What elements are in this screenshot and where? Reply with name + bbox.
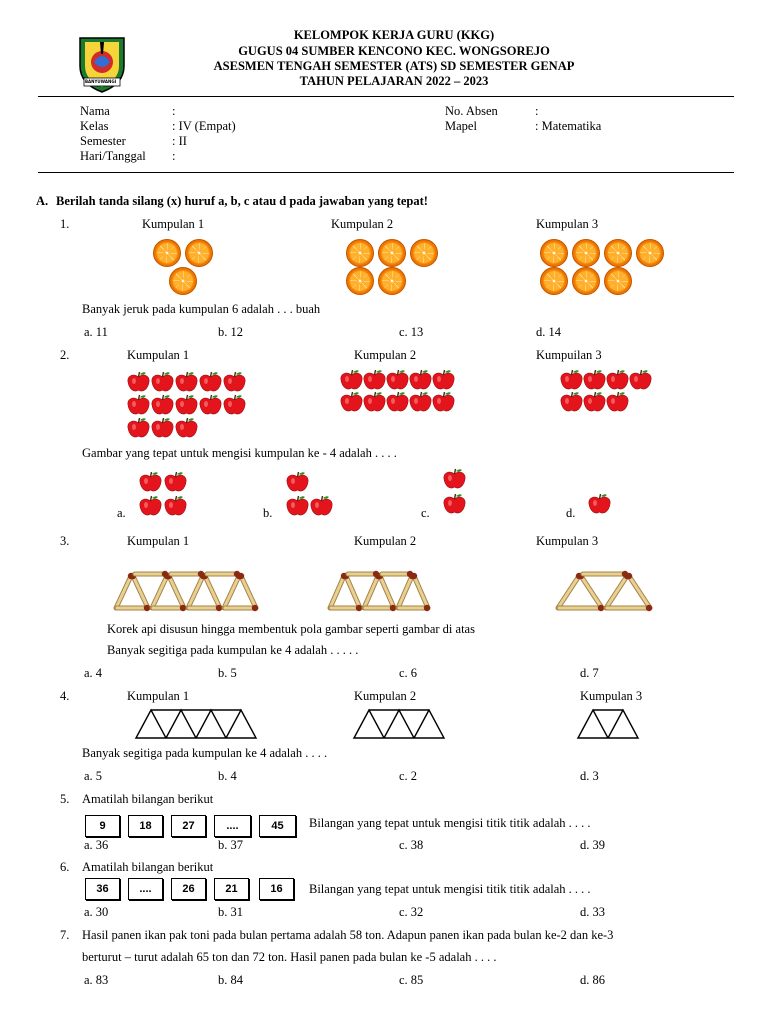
q6-option-b[interactable]: b. 31	[218, 905, 243, 919]
apple-icon	[340, 391, 363, 413]
mapel-label: Mapel	[445, 119, 477, 133]
apple-icon	[175, 417, 198, 439]
orange-icon	[169, 267, 197, 295]
header-line-1: KELOMPOK KERJA GURU (KKG)	[293, 28, 495, 42]
apple-icon	[629, 369, 652, 391]
q2-kumpulan-1: Kumpulan 1	[127, 348, 190, 362]
q7-option-d[interactable]: d. 86	[580, 973, 605, 987]
q6-question: Bilangan yang tepat untuk mengisi titik titik adalah . . . .	[309, 882, 591, 896]
apple-icon	[583, 369, 606, 391]
apple-icon	[175, 371, 198, 393]
orange-icon	[378, 239, 406, 267]
q3-number: 3.	[60, 534, 70, 548]
absen-label: No. Absen	[445, 104, 498, 118]
q4-option-a[interactable]: a. 5	[84, 769, 103, 783]
matchstick-icon	[343, 573, 360, 608]
q2-option-c[interactable]: c.	[421, 506, 430, 520]
apple-icon	[443, 468, 466, 490]
q4-triangle-patterns	[0, 708, 768, 742]
orange-icon	[604, 239, 632, 267]
apple-icon	[199, 394, 222, 416]
matchstick-icon	[207, 571, 240, 577]
apple-icon	[223, 394, 246, 416]
q6-box: 36	[85, 878, 120, 900]
q1-text: Banyak jeruk pada kumpulan 6 adalah . . . buah	[82, 302, 321, 316]
q4-kumpulan-1: Kumpulan 1	[127, 689, 190, 703]
apple-icon	[409, 391, 432, 413]
q4-kumpulan-3: Kumpulan 3	[580, 689, 643, 703]
q5-box: 45	[259, 815, 296, 837]
q3-kumpulan-2: Kumpulan 2	[354, 534, 417, 548]
orange-icon	[410, 239, 438, 267]
q7-option-c[interactable]: c. 85	[399, 973, 424, 987]
q1-number: 1.	[60, 217, 70, 231]
q5-text: Amatilah bilangan berikut	[82, 792, 214, 806]
q5-option-b[interactable]: b. 37	[218, 838, 243, 852]
nama-label: Nama	[80, 104, 110, 118]
q5-box: 9	[85, 815, 120, 837]
q4-option-d[interactable]: d. 3	[580, 769, 599, 783]
hari-label: Hari/Tanggal	[80, 149, 146, 163]
q4-option-c[interactable]: c. 2	[399, 769, 418, 783]
kelas-label: Kelas	[80, 119, 109, 133]
q3-kumpulan-3: Kumpulan 3	[536, 534, 599, 548]
header-line-2: GUGUS 04 SUMBER KENCONO KEC. WONGSOREJO	[238, 44, 550, 58]
q7-number: 7.	[60, 928, 70, 942]
q5-option-d[interactable]: d. 39	[580, 838, 605, 852]
orange-icon	[540, 267, 568, 295]
q4-text: Banyak segitiga pada kumpulan ke 4 adalah . . . .	[82, 746, 328, 760]
matchstick-icon	[225, 605, 258, 611]
apple-icon	[164, 471, 187, 493]
mapel-value: : Matematika	[535, 119, 602, 133]
q6-number: 6.	[60, 860, 70, 874]
orange-icon	[346, 239, 374, 267]
apple-icon	[151, 371, 174, 393]
orange-icon	[540, 239, 568, 267]
apple-icon	[151, 417, 174, 439]
q6-text: Amatilah bilangan berikut	[82, 860, 214, 874]
apple-icon	[560, 369, 583, 391]
matchstick-icon	[331, 605, 362, 611]
matchstick-icon	[626, 573, 650, 608]
matchstick-icon	[411, 573, 428, 608]
semester-label: Semester	[80, 134, 126, 148]
q5-box: ....	[214, 815, 251, 837]
q6-option-a[interactable]: a. 30	[84, 905, 109, 919]
apple-icon	[443, 493, 466, 515]
q3-option-b[interactable]: b. 5	[218, 666, 237, 680]
apple-icon	[151, 394, 174, 416]
orange-icon	[153, 239, 181, 267]
q1-option-b[interactable]: b. 12	[218, 325, 243, 339]
q6-box: ....	[128, 878, 163, 900]
logo-text: BANYUWANGI	[85, 79, 117, 84]
apple-icon	[286, 471, 309, 493]
apple-icon	[432, 369, 455, 391]
apple-icon	[588, 493, 611, 515]
apple-icon	[127, 417, 150, 439]
q2-kumpulan-2: Kumpulan 2	[354, 348, 417, 362]
q3-option-a[interactable]: a. 4	[84, 666, 103, 680]
q1-option-c[interactable]: c. 13	[399, 325, 424, 339]
apple-icon	[164, 495, 187, 517]
q7-option-a[interactable]: a. 83	[84, 973, 109, 987]
matchstick-icon	[202, 573, 220, 608]
apple-icon	[583, 391, 606, 413]
q2-kumpulan-3: Kumpuilan 3	[536, 348, 602, 362]
matchstick-icon	[171, 571, 204, 577]
apple-icon	[139, 471, 162, 493]
q1-option-d[interactable]: d. 14	[536, 325, 561, 339]
apple-icon	[199, 371, 222, 393]
matchstick-icon	[117, 605, 150, 611]
matchstick-icon	[399, 605, 430, 611]
q3-option-d[interactable]: d. 7	[580, 666, 599, 680]
q2-option-a[interactable]: a.	[117, 506, 126, 520]
triangle-pattern-icon	[136, 710, 256, 738]
q5-question: Bilangan yang tepat untuk mengisi titik titik adalah . . . .	[309, 816, 591, 830]
apple-icon	[340, 369, 363, 391]
q2-option-d[interactable]: d.	[566, 506, 576, 520]
matchstick-icon	[130, 573, 148, 608]
apple-icon	[139, 495, 162, 517]
apple-icon	[386, 391, 409, 413]
q1-kumpulan-3: Kumpulan 3	[536, 217, 599, 231]
q5-option-c[interactable]: c. 38	[399, 838, 424, 852]
header-line-4: TAHUN PELAJARAN 2022 – 2023	[299, 74, 489, 88]
orange-icon	[572, 267, 600, 295]
matchstick-icon	[189, 605, 222, 611]
orange-icon	[378, 267, 406, 295]
apple-icon	[606, 369, 629, 391]
header-divider	[38, 96, 734, 97]
orange-icon	[636, 239, 664, 267]
apple-icon	[386, 369, 409, 391]
apple-icon	[363, 369, 386, 391]
apple-icon	[286, 495, 309, 517]
orange-icon	[572, 239, 600, 267]
q7-text-1: Hasil panen ikan pak toni pada bulan pertama adalah 58 ton. Adapun panen ikan pada bulan ke-2 dan ke-3	[82, 928, 614, 942]
apple-icon	[127, 394, 150, 416]
apple-icon	[432, 391, 455, 413]
matchstick-icon	[153, 605, 186, 611]
matchstick-icon	[382, 571, 413, 577]
q1-kumpulan-2: Kumpulan 2	[331, 217, 394, 231]
section-letter: A.	[36, 194, 49, 208]
q7-option-b[interactable]: b. 84	[218, 973, 243, 987]
identity-divider	[38, 172, 734, 173]
hari-value[interactable]: :	[172, 149, 176, 163]
matchstick-icon	[607, 605, 652, 611]
matchstick-icon	[348, 571, 379, 577]
matchstick-icon	[365, 605, 396, 611]
apple-icon	[310, 495, 333, 517]
triangle-pattern-icon	[578, 710, 638, 738]
q5-number: 5.	[60, 792, 70, 806]
q6-box: 16	[259, 878, 294, 900]
q6-option-d[interactable]: d. 33	[580, 905, 605, 919]
matchstick-icon	[238, 573, 256, 608]
matchstick-icon	[559, 605, 604, 611]
q4-option-b[interactable]: b. 4	[218, 769, 237, 783]
q3-kumpulan-1: Kumpulan 1	[127, 534, 190, 548]
orange-icon	[346, 267, 374, 295]
orange-icon	[185, 239, 213, 267]
q4-kumpulan-2: Kumpulan 2	[354, 689, 417, 703]
apple-icon	[606, 391, 629, 413]
q3-option-c[interactable]: c. 6	[399, 666, 418, 680]
q3-text-1: Korek api disusun hingga membentuk pola gambar seperti gambar di atas	[107, 622, 475, 636]
absen-value[interactable]: :	[535, 104, 539, 118]
semester-value: : II	[172, 134, 187, 148]
orange-icon	[604, 267, 632, 295]
apple-icon	[175, 394, 198, 416]
q5-box: 18	[128, 815, 163, 837]
apple-icon	[409, 369, 432, 391]
q6-option-c[interactable]: c. 32	[399, 905, 424, 919]
matchstick-icon	[583, 571, 628, 577]
q6-box: 26	[171, 878, 206, 900]
matchstick-icon	[135, 571, 168, 577]
q3-text-2: Banyak segitiga pada kumpulan ke 4 adalah . . . . .	[107, 643, 359, 657]
q5-option-a[interactable]: a. 36	[84, 838, 109, 852]
kelas-value: : IV (Empat)	[172, 119, 236, 133]
q2-number: 2.	[60, 348, 70, 362]
q5-box: 27	[171, 815, 206, 837]
nama-value[interactable]: :	[172, 104, 176, 118]
q3-matchstick-patterns	[0, 560, 768, 620]
section-instruction: Berilah tanda silang (x) huruf a, b, c atau d pada jawaban yang tepat!	[56, 194, 428, 208]
header-line-3: ASESMEN TENGAH SEMESTER (ATS) SD SEMESTER GENAP	[213, 59, 575, 73]
q2-text: Gambar yang tepat untuk mengisi kumpulan ke - 4 adalah . . . .	[82, 446, 397, 460]
apple-icon	[223, 371, 246, 393]
q6-box: 21	[214, 878, 249, 900]
q7-text-2: berturut – turut adalah 65 ton dan 72 ton. Hasil panen pada bulan ke -5 adalah . . . .	[82, 950, 497, 964]
q1-kumpulan-1: Kumpulan 1	[142, 217, 205, 231]
triangle-pattern-icon	[354, 710, 444, 738]
q1-option-a[interactable]: a. 11	[84, 325, 108, 339]
apple-icon	[363, 391, 386, 413]
apple-icon	[127, 371, 150, 393]
q4-number: 4.	[60, 689, 70, 703]
q2-option-b[interactable]: b.	[263, 506, 273, 520]
matchstick-icon	[578, 573, 602, 608]
matchstick-icon	[377, 573, 394, 608]
apple-icon	[560, 391, 583, 413]
matchstick-icon	[166, 573, 184, 608]
